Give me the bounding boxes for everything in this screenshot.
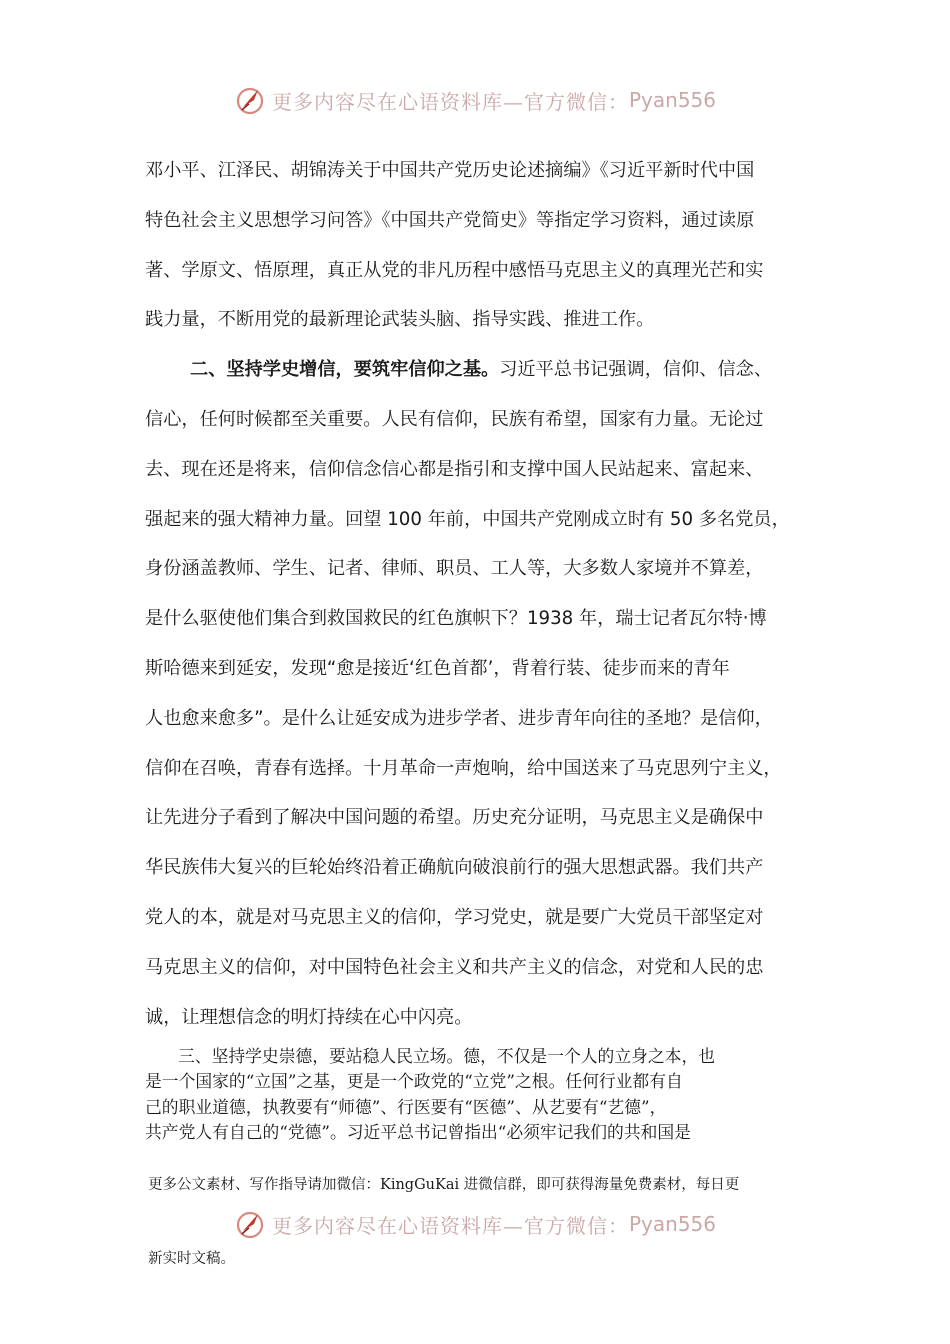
paragraph2-line: 是什么驱使他们集合到救国救民的红色旗帜下？1938 年，瑞士记者瓦尔特·博 (145, 608, 767, 630)
paragraph3-line: 是一个国家的“立国”之基，更是一个政党的“立党”之根。任何行业都有自 (145, 1071, 683, 1092)
watermark-id: Pyan556 (628, 88, 716, 112)
paragraph2-line: 信心，任何时候都至关重要。人民有信仰，民族有希望，国家有力量。无论过 (145, 408, 764, 430)
paragraph3-line: 共产党人有自己的“党德”。习近平总书记曾指出“必须牢记我们的共和国是 (145, 1122, 691, 1143)
paragraph1-line: 邓小平、江泽民、胡锦涛关于中国共产党历史论述摘编》《习近平新时代中国 (145, 160, 755, 181)
paragraph2-line: 诚，让理想信念的明灯持续在心中闪亮。 (145, 1006, 473, 1028)
watermark-id: Pyan556 (628, 1212, 716, 1236)
paragraph2-line: 去、现在还是将来，信仰信念信心都是指引和支撑中国人民站起来、富起来、 (145, 458, 764, 480)
footer-note: 更多公文素材、写作指导请加微信：KingGuKai 进微信群，即可获得海量免费素材，每日更 (148, 1177, 740, 1193)
paragraph2-line: 人也愈来愈多”。是什么让延安成为进步学者、进步青年向往的圣地？是信仰， (145, 707, 773, 729)
paragraph2-line: 马克思主义的信仰，对中国特色社会主义和共产主义的信念，对党和人民的忠 (145, 956, 764, 978)
paragraph2-first-line (145, 345, 805, 395)
paragraph2-line: 斯哈德来到延安，发现“愈是接近‘红色首都’，背着行装、徒步而来的青年 (145, 657, 730, 679)
paragraph2-line: 党人的本，就是对马克思主义的信仰，学习党史，就是要广大党员干部坚定对 (145, 906, 764, 928)
section-heading: 二、坚持学史增信，要筑牢信仰之基。 (190, 359, 500, 381)
watermark-banner-bottom (0, 1208, 950, 1240)
paragraph1-line: 著、学原文、悟原理，真正从党的非凡历程中感悟马克思主义的真理光芒和实 (145, 259, 764, 281)
watermark-text: 更多内容尽在心语资料库—官方微信： (271, 89, 629, 114)
paragraph3 (145, 1044, 805, 1146)
watermark-banner-top (0, 84, 950, 116)
paragraph2-line: 信仰在召唤，青春有选择。十月革命一声炮响，给中国送来了马克思列宁主义， (145, 757, 782, 779)
paragraph2-first-line-text: 习近平总书记强调，信仰、信念、 (499, 359, 773, 381)
paragraph2-line: 身份涵盖教师、学生、记者、律师、职员、工人等，大多数人家境并不算差， (145, 558, 764, 580)
quill-logo-icon (234, 1208, 266, 1240)
paragraph3-line-text: 三、坚持学史崇德，要站稳人民立场。德，不仅是一个人的立身之本，也 (178, 1046, 716, 1066)
paragraph2-line: 华民族伟大复兴的巨轮始终沿着正确航向破浪前行的强大思想武器。我们共产 (145, 857, 764, 879)
paragraph2-line: 强起来的强大精神力量。回望 100 年前，中国共产党刚成立时有 50 多名党员， (145, 508, 790, 530)
paragraph1-line: 特色社会主义思想学习问答》《中国共产党简史》等指定学习资料，通过读原 (145, 209, 755, 231)
footer-note-continued: 新实时文稿。 (148, 1251, 235, 1267)
body-paragraphs (145, 146, 805, 1042)
paragraph3-line: 己的职业道德，执教要有“师德”、行医要有“医德”、从艺要有“艺德”， (145, 1096, 667, 1117)
paragraph1-line: 践力量，不断用党的最新理论武装头脑、指导实践、推进工作。 (145, 309, 655, 331)
paragraph3-line (145, 1044, 805, 1069)
watermark-text: 更多内容尽在心语资料库—官方微信： (271, 1213, 629, 1238)
quill-logo-icon (234, 84, 266, 116)
paragraph2-line: 让先进分子看到了解决中国问题的希望。历史充分证明，马克思主义是确保中 (145, 807, 764, 829)
